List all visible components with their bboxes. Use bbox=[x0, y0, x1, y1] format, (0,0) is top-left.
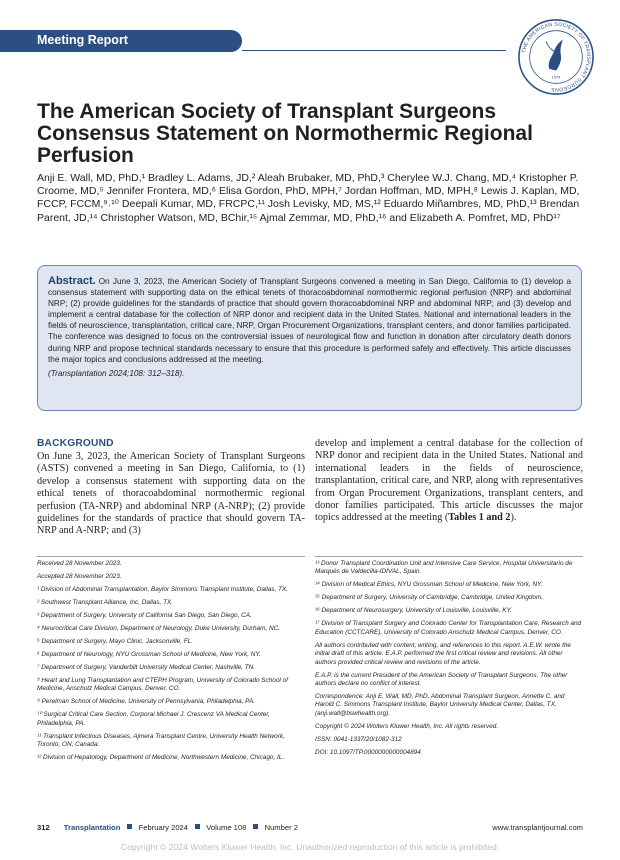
affiliation-footnote: ¹³ Donor Transplant Coordination Unit and Intensive Care Service, Hospital Universitario de Marqués de Valdecilla-IDIVAL, Spain. bbox=[315, 560, 573, 576]
issue-number: Number 2 bbox=[264, 823, 298, 832]
copyright-notice: Copyright © 2024 Wolters Kluwer Health, Inc. Unauthorized reproduction of this article is prohibited. bbox=[120, 842, 500, 852]
footnotes-left bbox=[37, 560, 305, 767]
body-column-right bbox=[315, 438, 583, 525]
notes-divider-right bbox=[315, 556, 583, 557]
separator-square-icon bbox=[253, 824, 258, 829]
affiliation-footnote: ¹⁷ Division of Transplant Surgery and Colorado Center for Transplantation Care, Research and Education (CCTCARE), University of Colorado Anschutz Medical Campus, Denver, CO. bbox=[315, 620, 582, 636]
affiliation-footnote: ¹ Division of Abdominal Transplantation, Baylor Simmons Transplant Institute, Dallas, TX. bbox=[37, 586, 288, 593]
journal-name: Transplantation bbox=[63, 823, 121, 832]
body-text-segment: develop and implement a central database for the collection of NRP donor and recipient data in the United States. National and international leaders in the fields of neuroscience, transplantation, critical care, and NRP, along with representatives from Organ Procurement Organizations, transplant centers, and donor families participated. This article discusses the major topics addressed at the meeting ( bbox=[315, 438, 583, 524]
abstract-text: On June 3, 2023, the American Society of Transplant Surgeons convened a meeting in San Diego, California to (1) develop a consensus statement with supporting data on the ethical tenets of thoracoabdominal normothermic regional perfusion (NRP) and abdominal NRP; (2) provide guidelines for the standards of practice that should govern thoracoabdominal NRP and abdominal NRP; and (3) develop and implement a central database for the collection of NRP donor and recipient data in the United States. National and international leaders in the fields of neuroscience, transplantation, critical care, NRP, Organ Procurement Organizations, transplant centers, and donor families participated. The conference was designed to focus on the controversial issues of neurological flow and function in donation after circulatory death donors during NRP and propose technical standards necessary to ensure that this procedure is performed safely and effectively. This article discusses the major topics and conclusions addressed at the meeting. bbox=[48, 277, 571, 364]
affiliation-footnote: DOI: 10.1097/TP.0000000000004894 bbox=[315, 748, 421, 756]
svg-text:THE AMERICAN SOCIETY OF TRANSP: THE AMERICAN SOCIETY OF TRANSPLANT SURGEONS bbox=[521, 21, 592, 93]
affiliation-footnote: Correspondence: Anji E. Wall, MD, PhD, Abdominal Transplant Surgeon, Annette C. and Harold C. Simmons Transplant Institute, Baylor University Medical Center, Dallas, TX. (anji.wall@bswhealth.org). bbox=[315, 693, 565, 717]
affiliation-footnote: ¹⁶ Department of Neurosurgery, University of Louisville, Louisville, KY. bbox=[315, 607, 512, 615]
affiliation-footnote: ⁵ Department of Surgery, Mayo Clinic, Jacksonville, FL. bbox=[37, 638, 193, 645]
affiliation-footnote: ² Southwest Transplant Alliance, Inc, Dallas, TX. bbox=[37, 599, 174, 606]
affiliation-footnote: ⁴ Neurocritical Care Division, Department of Neurology, Duke University, Durham, NC. bbox=[37, 625, 280, 632]
section-label: Meeting Report bbox=[37, 33, 128, 47]
affiliation-footnote: ⁶ Department of Neurology, NYU Grossman School of Medicine, New York, NY. bbox=[37, 651, 261, 658]
separator-square-icon bbox=[195, 824, 200, 829]
separator-square-icon bbox=[127, 824, 132, 829]
journal-website-link[interactable]: www.transplantjournal.com bbox=[492, 823, 583, 832]
page-footer-left bbox=[37, 823, 298, 832]
section-tab bbox=[0, 30, 242, 52]
affiliation-footnote: ¹² Division of Hepatology, Department of Medicine, Northwestern Medicine, Chicago, IL. bbox=[37, 754, 285, 762]
affiliation-footnote: Copyright © 2024 Wolters Kluwer Health, Inc. All rights reserved. bbox=[315, 722, 499, 730]
affiliation-footnote: ¹⁰ Surgical Critical Care Section, Corporal Michael J. Crescenz VA Medical Center, Philadelphia, PA. bbox=[37, 711, 270, 727]
body-column-left bbox=[37, 438, 305, 538]
affiliation-footnote: Accepted 28 November 2023. bbox=[37, 573, 122, 580]
svg-text:1974: 1974 bbox=[551, 74, 561, 80]
header-rule bbox=[242, 50, 506, 51]
abstract-paragraph bbox=[48, 276, 571, 365]
affiliation-footnote: ⁷ Department of Surgery, Vanderbilt University Medical Center, Nashville, TN. bbox=[37, 664, 256, 671]
issue-date: February 2024 bbox=[138, 823, 188, 832]
abstract-citation: (Transplantation 2024;108: 312–318). bbox=[48, 368, 185, 378]
affiliation-footnote: Received 28 November 2023. bbox=[37, 560, 122, 567]
body-text-segment: ). bbox=[510, 512, 517, 524]
body-paragraph-left: On June 3, 2023, the American Society of Transplant Surgeons (ASTS) convened a meeting in San Diego, California, to (1) develop a consensus statement with supporting data on the ethical tenets of thoracoabdominal normothermic regional perfusion (TA-NRP) and abdominal NRP (A-NRP); (2) provide guidelines for the standards of practice that should govern TA-NRP and A-NRP; and (3) bbox=[37, 451, 305, 537]
abstract-label: Abstract. bbox=[48, 275, 96, 287]
notes-divider-left bbox=[37, 556, 305, 557]
affiliation-footnote: ¹⁴ Division of Medical Ethics, NYU Grossman School of Medicine, New York, NY. bbox=[315, 581, 543, 589]
section-heading-background: BACKGROUND bbox=[37, 438, 114, 449]
author-list: Anji E. Wall, MD, PhD,¹ Bradley L. Adams, JD,² Aleah Brubaker, MD, PhD,³ Cherylee W.J. Chang, MD,⁴ Kristopher P. Croome, MD,⁵ Jennifer Frontera, MD,⁶ Elisa Gordon, PhD, MPH,⁷ Jordan Hoffman, MD, MPH,⁸ Lewis J. Kaplan, MD, FCCP, FCCM,⁹˒¹⁰ Deepali Kumar, MD, FRCPC,¹¹ Josh Levisky, MD, MS,¹² Eduardo Miñambres, MD, PhD,¹³ Brendan Parent, JD,¹⁴ Christopher Watson, MD, BChir,¹⁵ Ajmal Zemmar, MD, PhD,¹⁶ and Elizabeth A. Pomfret, MD, PhD¹⁷ bbox=[37, 172, 580, 224]
affiliation-footnote: ⁹ Perelman School of Medicine, University of Pennsylvania, Philadelphia, PA. bbox=[37, 698, 256, 706]
affiliation-footnote: All authors contributed with content, writing, and references to this report. A.E.W. wrote the initial draft of this article. E.A.P. performed the first critical review and revisions. All other authors provided critical review and revisions of the article. bbox=[315, 641, 571, 666]
affiliation-footnote: ⁸ Heart and Lung Transplantation and CTEPH Program, University of Colorado School of Medicine, Anschutz Medical Campus, Denver, CO. bbox=[37, 677, 288, 693]
abstract-box bbox=[37, 265, 582, 411]
volume: Volume 108 bbox=[206, 823, 247, 832]
tables-reference-link[interactable]: Tables 1 and 2 bbox=[448, 512, 511, 524]
page-number: 312 bbox=[37, 823, 50, 832]
article-title: The American Society of Transplant Surgeons Consensus Statement on Normothermic Regional Perfusion bbox=[37, 100, 533, 167]
affiliation-footnote: ¹¹ Transplant Infectious Diseases, Ajmera Transplant Centre, University Health Network, Toronto, ON, Canada. bbox=[37, 732, 285, 749]
affiliation-footnote: ISSN: 0041-1337/20/1082-312 bbox=[315, 735, 402, 743]
society-seal-logo bbox=[517, 18, 595, 96]
footnotes-right bbox=[315, 560, 583, 762]
affiliation-footnote: ¹⁵ Department of Surgery, University of Cambridge, Cambridge, United Kingdom. bbox=[315, 594, 544, 602]
affiliation-footnote: ³ Department of Surgery, University of California San Diego, San Diego, CA. bbox=[37, 612, 252, 619]
affiliation-footnote: E.A.P. is the current President of the American Society of Transplant Surgeons. The other authors declare no conflict of interest. bbox=[315, 671, 568, 688]
body-paragraph-right bbox=[315, 438, 583, 525]
